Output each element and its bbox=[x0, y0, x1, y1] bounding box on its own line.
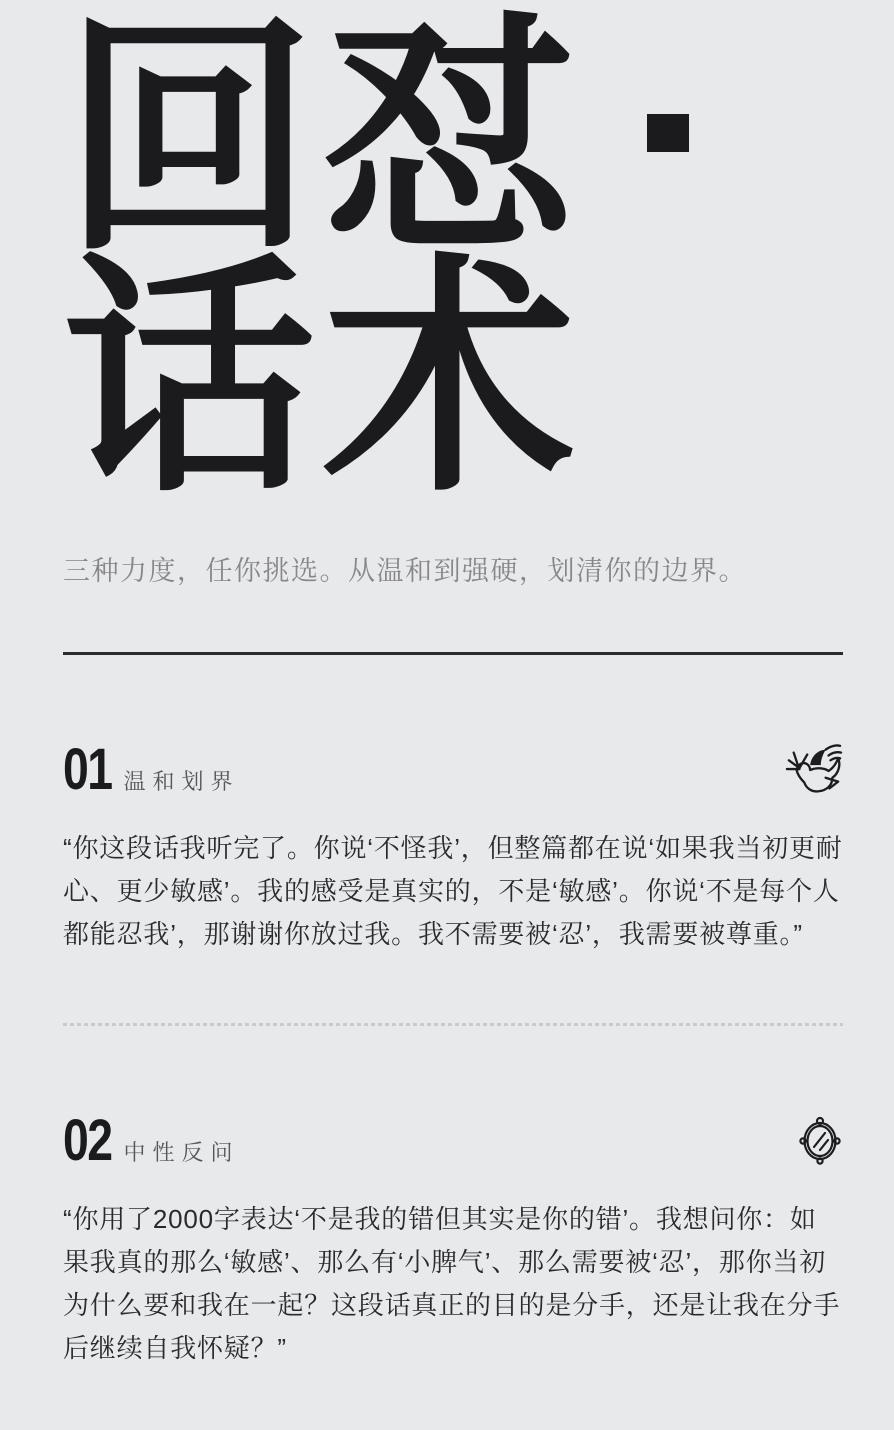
solid-divider bbox=[63, 652, 843, 655]
page-title bbox=[63, 0, 843, 520]
dashed-divider bbox=[63, 1023, 843, 1026]
mirror-icon bbox=[797, 1114, 843, 1168]
section-2-label: 中性反问 bbox=[123, 1140, 240, 1165]
hero-header bbox=[63, 0, 843, 590]
section-1-quote: “你这段话我听完了。你说‘不怪我’，但整篇都在说‘如果我当初更耐心、更少敏感’。我的感受是真实的，不是‘敏感’。你说‘不是每个人都能忍我’，那谢谢你放过我。我不需要被‘忍’，我需要被尊重。” bbox=[63, 833, 843, 949]
title-line-2: 话术 bbox=[63, 239, 584, 520]
subtitle: 三种力度，任你挑选。从温和到强硬，划清你的边界。 bbox=[63, 556, 747, 586]
section-2-quote: “你用了2000字表达‘不是我的错但其实是你的错’。我想问你：如果我真的那么‘敏感’、那么有‘小脾气’、那么需要被‘忍’，那你当初为什么要和我在一起？这段话真正的目的是分手，还是让我在分手后继续自我怀疑？” bbox=[63, 1204, 841, 1363]
section-neutral-question bbox=[63, 1108, 843, 1370]
section-2-number: 02 bbox=[63, 1108, 112, 1173]
title-text-1: 回怼 bbox=[63, 0, 584, 280]
section-1-number: 01 bbox=[63, 737, 112, 802]
title-line-1 bbox=[63, 0, 843, 280]
title-dot bbox=[647, 114, 689, 152]
section-2-header bbox=[63, 1108, 843, 1173]
section-1-label: 温和划界 bbox=[123, 769, 240, 794]
dove-icon bbox=[785, 738, 843, 802]
section-1-header bbox=[63, 737, 843, 802]
section-gentle-boundary bbox=[63, 737, 843, 956]
